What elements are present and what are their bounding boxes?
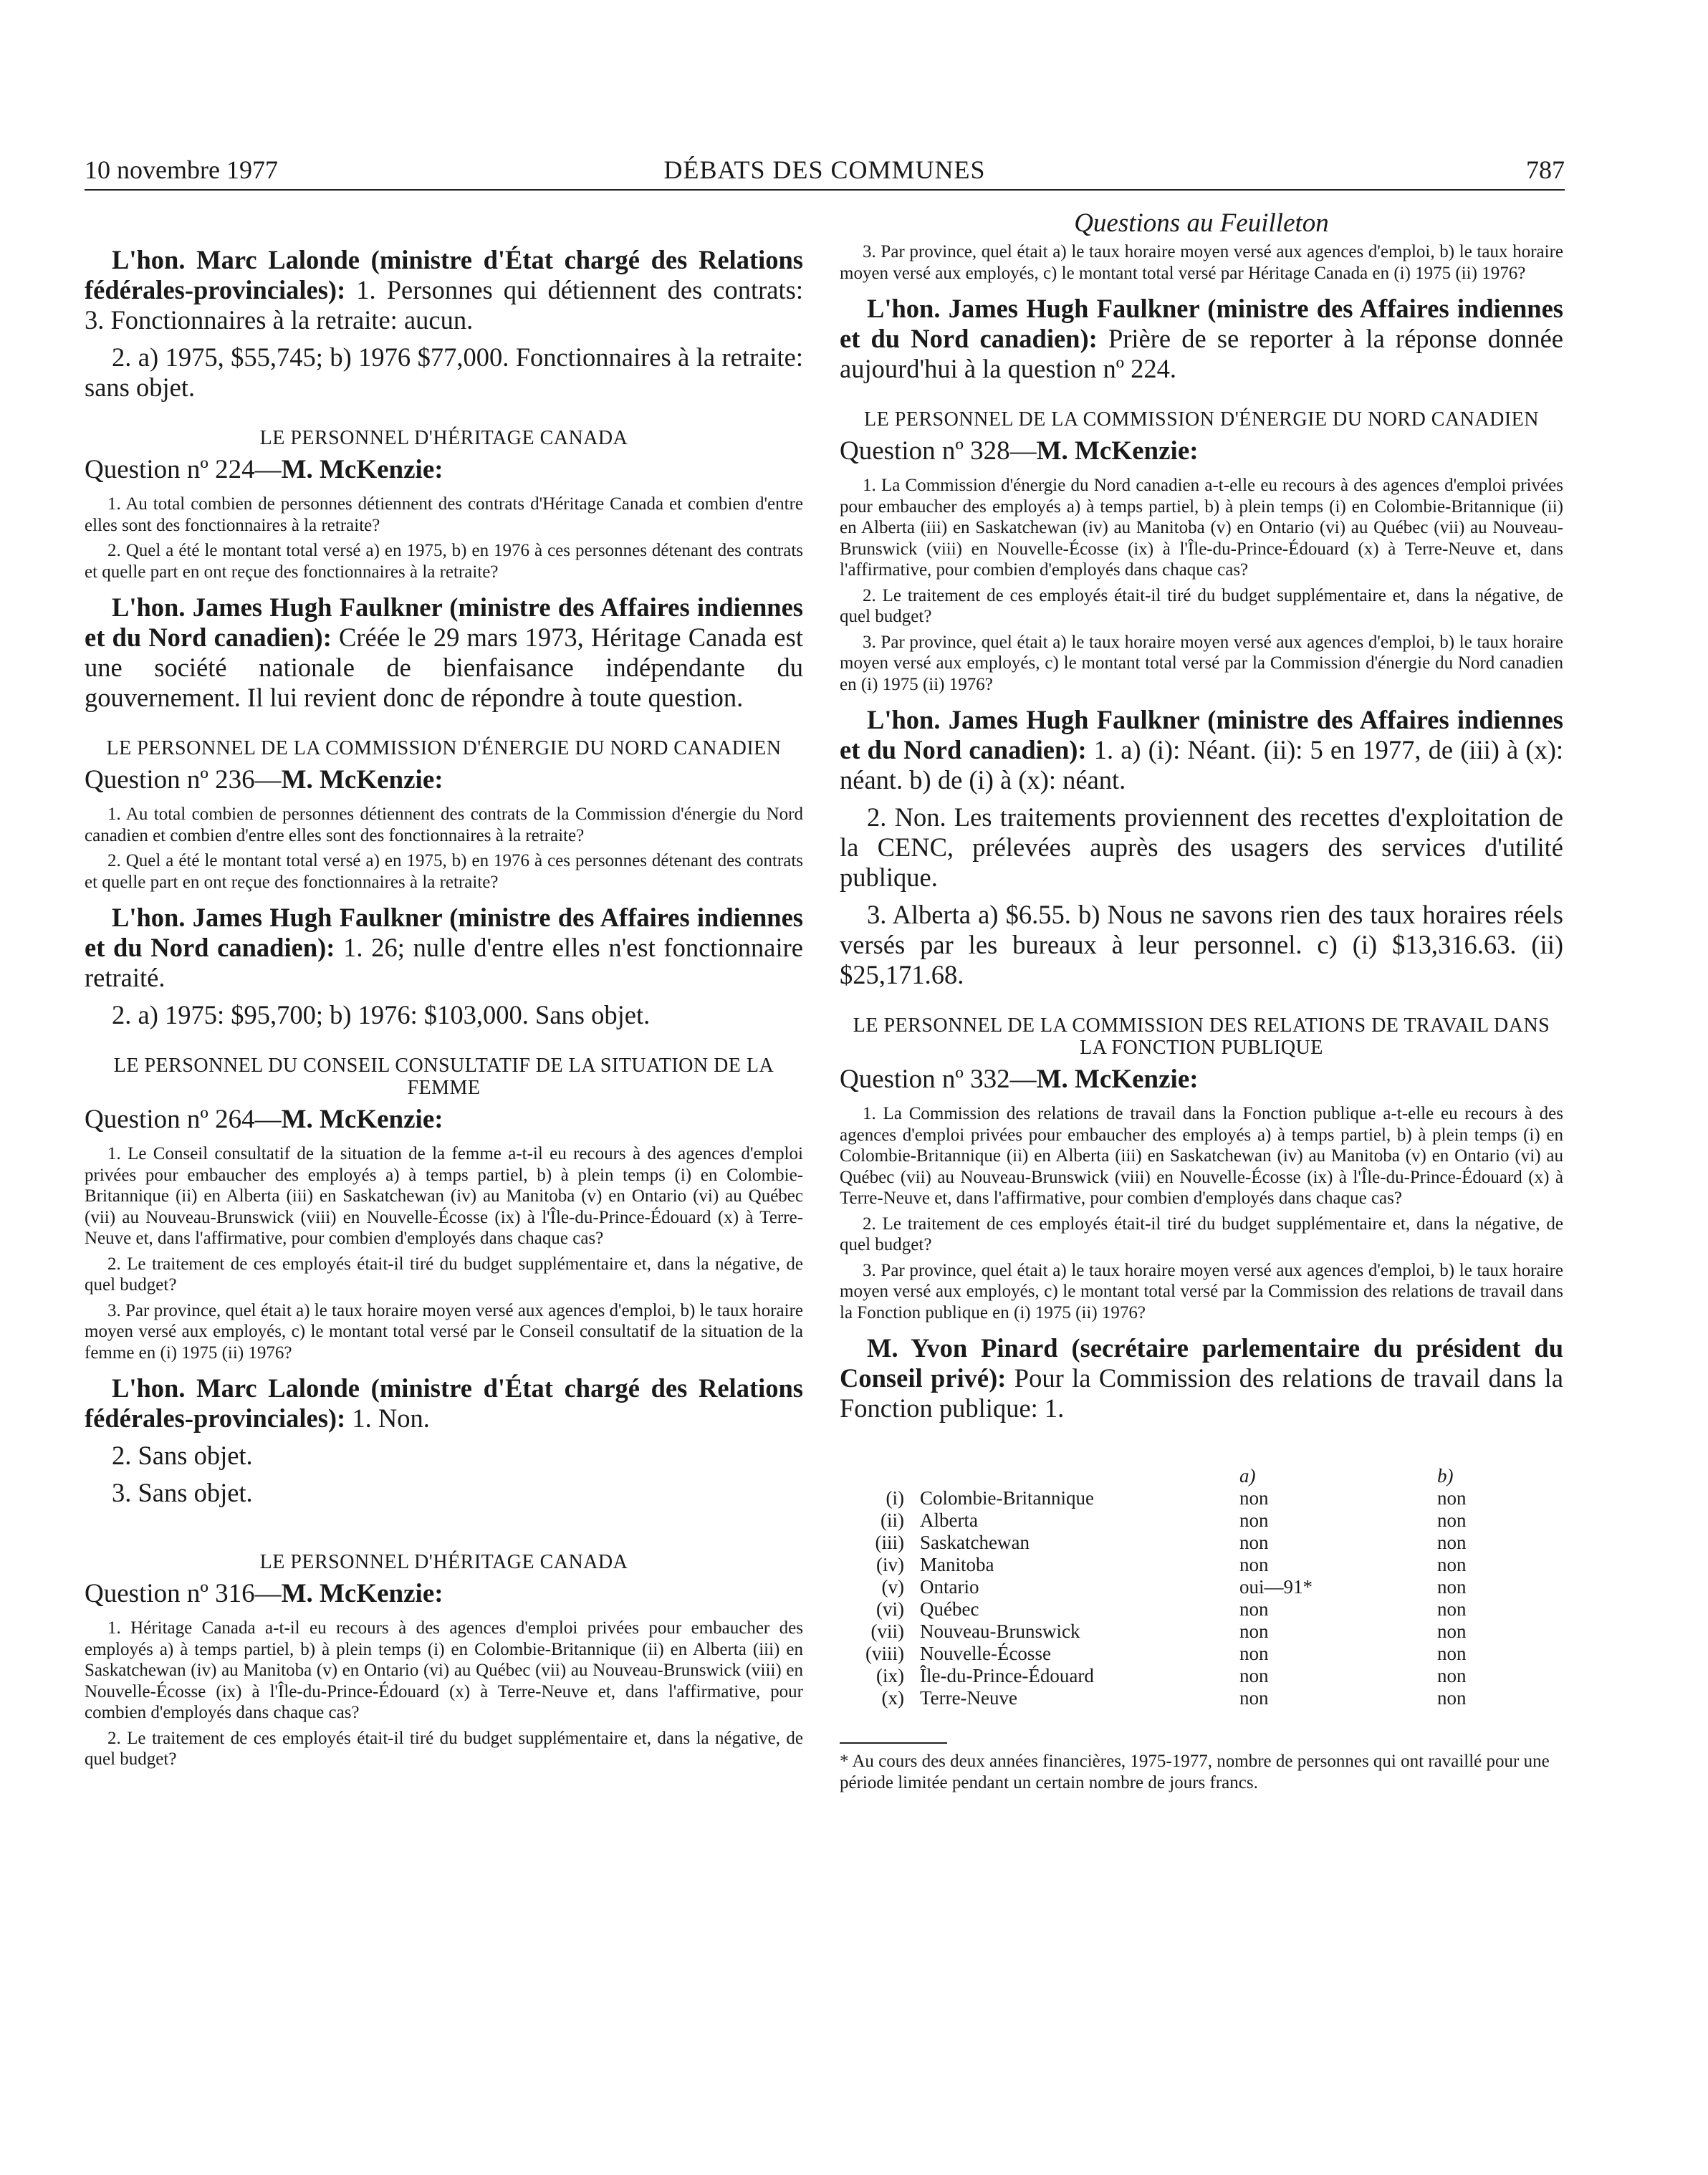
value-a: non bbox=[1239, 1643, 1269, 1664]
table-header-row bbox=[848, 1465, 1558, 1487]
answer-text: Pour la Commission des relations de travail dans la Fonction publique: 1. bbox=[840, 1363, 1563, 1423]
question-number: Question nº 264— bbox=[85, 1105, 282, 1134]
value-b: non bbox=[1437, 1532, 1467, 1553]
speaker-name: M. Yvon Pinard (secrétaire parlementaire du président du Conseil privé): bbox=[840, 1333, 1563, 1393]
section-heading: LE PERSONNEL DU CONSEIL CONSULTATIF DE LA SITUATION DE LA FEMME bbox=[113, 1055, 774, 1099]
header-date: 10 novembre 1977 bbox=[85, 155, 278, 184]
answer-text: Créée le 29 mars 1973, Héritage Canada est une société nationale de bienfaisance indépendante du gouvernement. Il lui revient donc de répondre à toute question. bbox=[85, 623, 803, 712]
province-name: Île-du-Prince-Édouard bbox=[920, 1665, 1094, 1686]
question-heading bbox=[85, 1105, 803, 1135]
value-b: non bbox=[1437, 1487, 1467, 1509]
question-author: M. McKenzie: bbox=[281, 455, 443, 484]
question-heading bbox=[85, 455, 803, 485]
section-heading: LE PERSONNEL DE LA COMMISSION DES RELATIONS DE TRAVAIL DANS LA FONCTION PUBLIQUE bbox=[853, 1014, 1550, 1059]
value-a: non bbox=[1239, 1487, 1269, 1509]
question-text: 2. Le traitement de ces employés était-il tiré du budget supplémentaire et, dans la négative, de quel budget? bbox=[840, 1214, 1563, 1254]
province-name: Nouveau-Brunswick bbox=[920, 1621, 1080, 1642]
column-header-a: a) bbox=[1239, 1465, 1256, 1487]
row-number: (x) bbox=[881, 1687, 904, 1709]
question-text: 2. Le traitement de ces employés était-il tiré du budget supplémentaire et, dans la négative, de quel budget? bbox=[840, 585, 1563, 626]
section-heading: LE PERSONNEL DE LA COMMISSION D'ÉNERGIE DU NORD CANADIEN bbox=[106, 737, 782, 759]
answer-text: 1. Personnes qui détiennent des contrats: 3. Fonctionnaires à la retraite: aucun. bbox=[85, 275, 803, 335]
value-a: non bbox=[1239, 1554, 1269, 1575]
question-author: M. McKenzie: bbox=[1036, 436, 1199, 466]
province-name: Ontario bbox=[920, 1576, 979, 1598]
question-text: 1. Au total combien de personnes détiennent des contrats de la Commission d'énergie du Nord canadien et combien d'entre elles sont des fonctionnaires à la retraite? bbox=[85, 805, 803, 845]
question-number: Question nº 332— bbox=[840, 1065, 1037, 1094]
table-row bbox=[848, 1576, 1558, 1598]
answer-paragraph: 2. Sans objet. bbox=[112, 1441, 253, 1470]
question-text: 3. Par province, quel était a) le taux horaire moyen versé aux agences d'emploi, b) le taux horaire moyen versé aux employés, c) le montant total versé par la Commission des relations de travail dans la Fonction publique en (i) 1975 (ii) 1976? bbox=[840, 1260, 1563, 1322]
speaker-name: L'hon. James Hugh Faulkner (ministre des Affaires indiennes et du Nord canadien): bbox=[840, 705, 1563, 764]
speaker-name: L'hon. Marc Lalonde (ministre d'État chargé des Relations fédérales-provinciales): bbox=[85, 1373, 803, 1433]
question-number: Question nº 224— bbox=[85, 455, 282, 484]
table-row bbox=[848, 1598, 1558, 1621]
row-number: (viii) bbox=[865, 1643, 904, 1664]
question-text: 1. Héritage Canada a-t-il eu recours à des agences d'emploi privées pour embaucher des employés a) à temps partiel, b) à plein temps (i) en Colombie-Britannique (ii) en Alberta (iii) en Saskatchewan (iv) au Manitoba (v) en Ontario (vi) au Québec (vii) au Nouveau-Brunswick (viii) en Nouvelle-Écosse (ix) à l'Île-du-Prince-Édouard (x) à Terre-Neuve et, dans l'affirmative, pour combien d'employés dans chaque cas? bbox=[85, 1618, 803, 1722]
row-number: (ii) bbox=[881, 1509, 904, 1531]
speaker-name: L'hon. James Hugh Faulkner (ministre des Affaires indiennes et du Nord canadien): bbox=[85, 903, 803, 962]
value-b: non bbox=[1437, 1598, 1467, 1620]
answer-paragraph: 2. a) 1975: $95,700; b) 1976: $103,000. Sans objet. bbox=[112, 1000, 651, 1029]
value-b: non bbox=[1437, 1576, 1467, 1598]
answer-lalonde-264 bbox=[85, 1373, 803, 1434]
question-heading bbox=[85, 1579, 803, 1609]
answer-faulkner-328 bbox=[840, 705, 1563, 795]
answer-paragraph: 3. Alberta a) $6.55. b) Nous ne savons rien des taux horaires réels versés par les bureaux à leur personnel. c) (i) $13,316.63. (ii) $25,171.68. bbox=[840, 900, 1563, 989]
value-a: non bbox=[1239, 1665, 1269, 1686]
province-name: Terre-Neuve bbox=[920, 1687, 1018, 1709]
section-heading: LE PERSONNEL DE LA COMMISSION D'ÉNERGIE DU NORD CANADIEN bbox=[864, 408, 1539, 431]
value-b: non bbox=[1437, 1509, 1467, 1531]
column-header-b: b) bbox=[1437, 1465, 1454, 1487]
answer-lalonde-1 bbox=[85, 245, 803, 335]
speaker-name: L'hon. Marc Lalonde (ministre d'État chargé des Relations fédérales-provinciales): bbox=[85, 245, 803, 304]
value-a: non bbox=[1239, 1687, 1269, 1709]
header-title: DÉBATS DES COMMUNES bbox=[663, 155, 986, 184]
table-row bbox=[848, 1643, 1558, 1665]
question-text: 1. La Commission des relations de travail dans la Fonction publique a-t-elle eu recours à des agences d'emploi privées pour embaucher des employés a) à temps partiel, b) à plein temps (i) en Colombie-Britannique (ii) en Alberta (iii) en Saskatchewan (iv) au Manitoba (v) en Ontario (vi) au Québec (vii) au Nouveau-Brunswick (viii) en Nouvelle-Écosse (ix) à l'Île-du-Prince-Édouard (x) à Terre-Neuve et, dans l'affirmative, pour combien d'employés dans chaque cas? bbox=[840, 1104, 1563, 1208]
row-number: (vi) bbox=[876, 1598, 904, 1620]
answer-faulkner-224 bbox=[85, 592, 803, 713]
question-text: 3. Par province, quel était a) le taux horaire moyen versé aux agences d'emploi, b) le taux horaire moyen versé aux employés, c) le montant total versé par le Conseil consultatif de la situation de la femme en (i) 1975 (ii) 1976? bbox=[85, 1300, 803, 1363]
question-text: 1. Au total combien de personnes détiennent des contrats d'Héritage Canada et combien d'entre elles sont des fonctionnaires à la retraite? bbox=[85, 494, 803, 535]
value-a: non bbox=[1239, 1621, 1269, 1642]
value-a: non bbox=[1239, 1598, 1269, 1620]
value-b: non bbox=[1437, 1687, 1467, 1709]
answer-paragraph: 2. a) 1975, $55,745; b) 1976 $77,000. Fonctionnaires à la retraite: sans objet. bbox=[85, 342, 803, 402]
question-text: 1. La Commission d'énergie du Nord canadien a-t-elle eu recours à des agences d'emploi privées pour embaucher des employés a) à temps partiel, b) à plein temps (i) en Colombie-Britannique (ii) en Alberta (iii) en Saskatchewan (iv) au Manitoba (v) en Ontario (vi) au Québec (vii) au Nouveau-Brunswick (viii) en Nouvelle-Écosse (ix) à l'Île-du-Prince-Édouard (x) à Terre-Neuve et, dans l'affirmative, pour combien d'employés dans chaque cas? bbox=[840, 476, 1563, 580]
row-number: (v) bbox=[881, 1576, 904, 1598]
value-b: non bbox=[1437, 1665, 1467, 1686]
question-author: M. McKenzie: bbox=[1036, 1065, 1199, 1094]
answer-faulkner-236 bbox=[85, 903, 803, 993]
value-b: non bbox=[1437, 1554, 1467, 1575]
answer-text: 1. Non. bbox=[352, 1403, 430, 1433]
speaker-name: L'hon. James Hugh Faulkner (ministre des Affaires indiennes et du Nord canadien): bbox=[85, 592, 803, 652]
page-number: 787 bbox=[1526, 155, 1565, 184]
row-number: (ix) bbox=[876, 1665, 904, 1686]
question-text: 1. Le Conseil consultatif de la situation de la femme a-t-il eu recours à des agences d'emploi privées pour embaucher des employés a) à temps partiel, b) à plein temps (i) en Colombie-Britannique (ii) en Alberta (iii) en Saskatchewan (iv) au Manitoba (v) en Ontario (vi) au Québec (vii) au Nouveau-Brunswick (viii) en Nouvelle-Écosse (ix) à l'Île-du-Prince-Édouard (x) à Terre-Neuve et, dans l'affirmative, pour combien d'employés dans chaque cas? bbox=[85, 1144, 803, 1248]
row-number: (iii) bbox=[875, 1532, 904, 1553]
table-row bbox=[848, 1621, 1558, 1643]
answer-pinard-332 bbox=[840, 1333, 1563, 1423]
table-row bbox=[848, 1532, 1558, 1554]
row-number: (vii) bbox=[870, 1621, 904, 1642]
province-name: Saskatchewan bbox=[920, 1532, 1030, 1553]
question-text: 2. Quel a été le montant total versé a) en 1975, b) en 1976 à ces personnes détenant des contrats et quelle part en ont reçue des fonctionnaires à la retraite? bbox=[85, 851, 803, 892]
row-number: (iv) bbox=[876, 1554, 904, 1575]
running-head: Questions au Feuilleton bbox=[1074, 208, 1329, 238]
question-author: M. McKenzie: bbox=[281, 765, 443, 794]
question-heading bbox=[840, 436, 1563, 466]
value-b: non bbox=[1437, 1643, 1467, 1664]
table-row bbox=[848, 1509, 1558, 1532]
section-heading: LE PERSONNEL D'HÉRITAGE CANADA bbox=[259, 427, 628, 449]
value-a: non bbox=[1239, 1509, 1269, 1531]
footnote: * Au cours des deux années financières, 1975-1977, nombre de personnes qui ont ravaillé pour une période limitée pendant un certain nombre de jours francs. bbox=[840, 1752, 1550, 1792]
table-row bbox=[848, 1487, 1558, 1509]
table-row bbox=[848, 1554, 1558, 1576]
table-row bbox=[848, 1665, 1558, 1687]
question-text: 2. Quel a été le montant total versé a) en 1975, b) en 1976 à ces personnes détenant des contrats et quelle part en ont reçue des fonctionnaires à la retraite? bbox=[85, 541, 803, 582]
answer-paragraph: 3. Sans objet. bbox=[112, 1478, 253, 1507]
province-name: Nouvelle-Écosse bbox=[920, 1643, 1051, 1664]
question-number: Question nº 316— bbox=[85, 1579, 282, 1608]
answer-text: 1. 26; nulle d'entre elles n'est fonctionnaire retraité. bbox=[85, 933, 803, 992]
row-number: (i) bbox=[886, 1487, 904, 1509]
question-number: Question nº 328— bbox=[840, 436, 1037, 466]
left-column bbox=[85, 192, 803, 2083]
answer-text: 1. a) (i): Néant. (ii): 5 en 1977, de (iii) à (x): néant. b) de (i) à (x): néant. bbox=[840, 735, 1563, 794]
footnote-divider bbox=[840, 1742, 947, 1744]
question-text: 2. Le traitement de ces employés était-il tiré du budget supplémentaire et, dans la négative, de quel budget? bbox=[85, 1254, 803, 1295]
answer-paragraph: 2. Non. Les traitements proviennent des recettes d'exploitation de la CENC, prélevées auprès des usagers des services d'utilité publique. bbox=[840, 802, 1563, 892]
question-author: M. McKenzie: bbox=[281, 1105, 443, 1134]
question-text: 2. Le traitement de ces employés était-il tiré du budget supplémentaire et, dans la négative, de quel budget? bbox=[85, 1728, 803, 1769]
province-name: Manitoba bbox=[920, 1554, 994, 1575]
value-b: non bbox=[1437, 1621, 1467, 1642]
right-column bbox=[840, 192, 1563, 2083]
answer-text: Prière de se reporter à la réponse donnée aujourd'hui à la question nº 224. bbox=[840, 324, 1563, 383]
page-header bbox=[85, 148, 1565, 191]
section-heading: LE PERSONNEL D'HÉRITAGE CANADA bbox=[259, 1551, 628, 1573]
province-name: Alberta bbox=[920, 1509, 978, 1531]
question-text: 3. Par province, quel était a) le taux horaire moyen versé aux agences d'emploi, b) le taux horaire moyen versé aux employés, c) le montant total versé par la Commission d'énergie du Nord canadien en (i) 1975 (ii) 1976? bbox=[840, 632, 1563, 694]
question-author: M. McKenzie: bbox=[281, 1579, 443, 1608]
question-heading bbox=[85, 765, 803, 795]
question-text: 3. Par province, quel était a) le taux horaire moyen versé aux agences d'emploi, b) le taux horaire moyen versé aux employés, c) le montant total versé par Héritage Canada en (i) 1975 (ii) 1976? bbox=[840, 242, 1563, 283]
speaker-name: L'hon. James Hugh Faulkner (ministre des Affaires indiennes et du Nord canadien): bbox=[840, 294, 1563, 353]
province-name: Québec bbox=[920, 1598, 979, 1620]
province-name: Colombie-Britannique bbox=[920, 1487, 1094, 1509]
question-number: Question nº 236— bbox=[85, 765, 282, 794]
province-table bbox=[848, 1465, 1558, 1709]
value-a: non bbox=[1239, 1532, 1269, 1553]
answer-faulkner-316 bbox=[840, 294, 1563, 384]
question-heading bbox=[840, 1065, 1563, 1095]
value-a: oui—91* bbox=[1239, 1576, 1313, 1598]
table-row bbox=[848, 1687, 1558, 1709]
